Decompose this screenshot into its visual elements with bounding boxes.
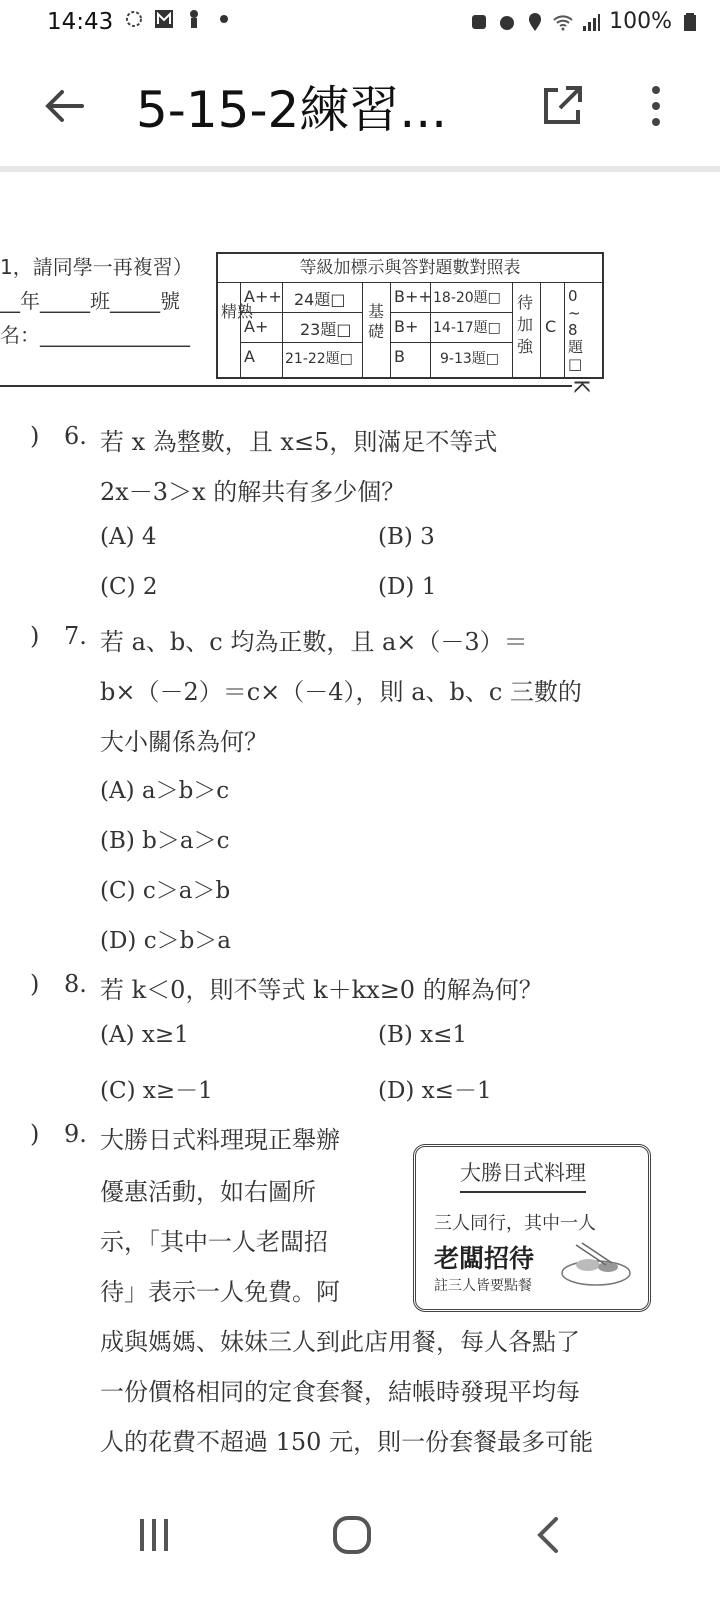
system-nav-bar <box>0 1465 720 1600</box>
option-d: (D) c＞b＞a <box>100 928 232 954</box>
food-illustration-icon <box>556 1235 636 1291</box>
grade-row-count: 18-20題□ <box>433 290 501 306</box>
worksheet-viewer[interactable] <box>0 172 720 1465</box>
grade-group-mastery: 精熟 <box>221 302 254 321</box>
class-number-field: __年_____班_____號 <box>0 289 180 313</box>
answer-paren: ) <box>30 622 40 650</box>
option-d: (D) x≤－1 <box>378 1078 492 1104</box>
sync-icon <box>124 9 144 29</box>
grade-row-label: B <box>394 347 405 366</box>
alarm-icon <box>497 12 517 32</box>
header-note: 1，請同學一再複習） <box>0 255 193 279</box>
option-a: (A) 4 <box>100 524 157 550</box>
grade-row-label: A <box>244 347 255 366</box>
promo-title: 大勝日式料理 <box>460 1157 586 1193</box>
cut-mark: K <box>569 379 594 393</box>
recycle-icon <box>469 12 489 32</box>
grade-row-label: B++ <box>394 287 432 306</box>
battery-icon <box>680 12 700 32</box>
grade-c-range: 0~8題□ <box>568 287 584 373</box>
m-app-icon <box>154 9 174 29</box>
grade-row-count: 23題□ <box>300 320 352 339</box>
notification-icons <box>124 9 234 29</box>
promo-note: 註三人皆要點餐 <box>434 1278 532 1294</box>
option-c: (C) 2 <box>100 574 158 600</box>
wifi-icon <box>553 12 573 32</box>
option-b: (B) b＞a＞c <box>100 828 230 854</box>
question-text: 若 a、b、c 均為正數，且 a×（－3）＝ <box>100 628 528 656</box>
back-arrow-icon[interactable] <box>38 80 90 132</box>
promo-line1: 三人同行，其中一人 <box>434 1213 596 1234</box>
answer-paren: ) <box>30 1120 40 1148</box>
restaurant-promo <box>413 1144 651 1312</box>
question-text: 人的花費不超過 150 元，則一份套餐最多可能 <box>100 1428 594 1456</box>
question-number: 9. <box>64 1120 87 1148</box>
home-icon[interactable] <box>322 1505 382 1565</box>
grade-group-improve: 待加強 <box>517 293 534 356</box>
status-bar <box>0 0 720 46</box>
question-text: 優惠活動，如右圖所 <box>100 1178 316 1206</box>
more-options-icon[interactable] <box>644 82 668 130</box>
question-text: b×（－2）＝c×（－4），則 a、b、c 三數的 <box>100 678 582 706</box>
option-b: (B) 3 <box>378 524 435 550</box>
question-text: 大勝日式料理現正舉辦 <box>100 1126 340 1154</box>
question-text: 一份價格相同的定食套餐，結帳時發現平均每 <box>100 1378 580 1406</box>
status-time: 14:43 <box>47 9 114 35</box>
grade-row-count: 14-17題□ <box>433 320 501 336</box>
option-d: (D) 1 <box>378 574 437 600</box>
back-nav-icon[interactable] <box>520 1505 580 1565</box>
grade-c-label: C <box>545 317 557 336</box>
dot-icon <box>214 9 234 29</box>
person-icon <box>184 9 204 29</box>
grade-table <box>216 252 604 379</box>
grade-row-label: A++ <box>244 287 282 306</box>
question-number: 8. <box>64 970 87 998</box>
question-text: 2x－3＞x 的解共有多少個？ <box>100 478 406 506</box>
grade-row-count: 24題□ <box>294 290 346 309</box>
option-a: (A) a＞b＞c <box>100 778 230 804</box>
name-field: 名：_______________ <box>0 323 190 347</box>
signal-icon <box>581 12 601 32</box>
grade-row-label: A+ <box>244 317 269 336</box>
grade-row-count: 21-22題□ <box>285 351 353 367</box>
grade-row-label: B+ <box>394 317 419 336</box>
question-number: 7. <box>64 622 87 650</box>
option-c: (C) x≥－1 <box>100 1078 213 1104</box>
grade-table-caption: 等級加標示與答對題數對照表 <box>218 254 602 283</box>
promo-headline: 老闆招待 <box>434 1244 535 1273</box>
grade-row-count: 9-13題□ <box>440 351 500 367</box>
grade-group-basic: 基礎 <box>368 302 385 341</box>
open-external-icon[interactable] <box>538 82 586 130</box>
option-a: (A) x≥1 <box>100 1022 189 1048</box>
question-number: 6. <box>64 422 87 450</box>
question-text: 成與媽媽、妹妹三人到此店用餐，每人各點了 <box>100 1328 580 1356</box>
question-text: 若 k＜0，則不等式 k＋kx≥0 的解為何？ <box>100 976 543 1004</box>
page-title: 5-15-2練習... <box>136 81 448 139</box>
cut-line <box>0 385 572 387</box>
recent-apps-icon[interactable] <box>124 1505 184 1565</box>
app-bar <box>0 46 720 172</box>
question-text: 大小關係為何？ <box>100 728 268 756</box>
option-b: (B) x≤1 <box>378 1022 468 1048</box>
question-text: 待」表示一人免費。阿 <box>100 1278 340 1306</box>
battery-percent: 100% <box>609 9 672 34</box>
answer-paren: ) <box>30 970 40 998</box>
option-c: (C) c＞a＞b <box>100 878 231 904</box>
location-icon <box>525 12 545 32</box>
worksheet-header-left <box>0 250 193 352</box>
question-text: 若 x 為整數，且 x≤5，則滿足不等式 <box>100 428 498 456</box>
question-text: 示，「其中一人老闆招 <box>100 1228 328 1256</box>
answer-paren: ) <box>30 422 40 450</box>
status-right <box>469 9 700 34</box>
